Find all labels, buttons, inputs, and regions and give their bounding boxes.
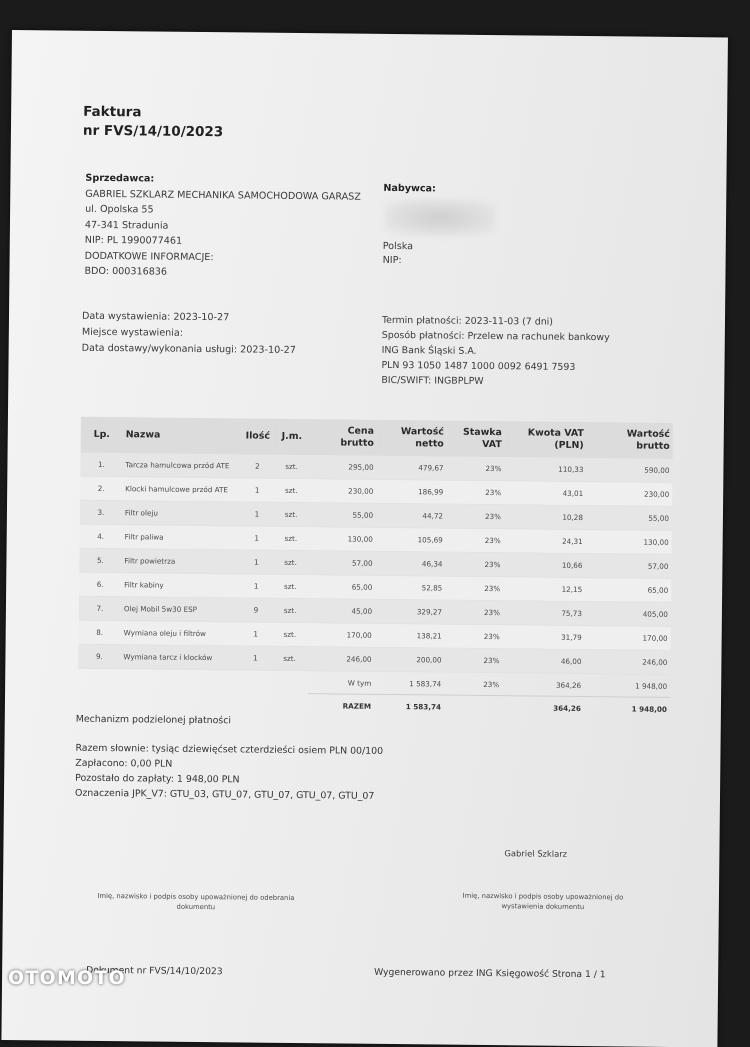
row-net: 329,27 xyxy=(375,599,445,624)
issue-place: Miejsce wystawienia: xyxy=(81,326,184,339)
row-gross: 246,00 xyxy=(584,650,670,675)
row-price: 57,00 xyxy=(309,551,375,576)
row-rate: 23% xyxy=(444,648,502,673)
invoice-title-block xyxy=(83,103,224,142)
row-name: Filtr kabiny xyxy=(121,573,241,598)
row-unit: szt. xyxy=(271,550,309,574)
delivery-date: Data dostawy/wykonania usługi: 2023-10-27 xyxy=(81,342,296,356)
footer-generated-by: Wygenerowano przez ING Księgowość Strona 1 / 1 xyxy=(374,966,606,981)
row-qty: 1 xyxy=(240,646,271,670)
row-unit: szt. xyxy=(271,622,309,646)
row-lp: 8. xyxy=(79,620,121,644)
col-gross: Wartość brutto xyxy=(587,422,673,459)
row-lp: 7. xyxy=(79,596,121,620)
row-gross: 55,00 xyxy=(586,506,672,531)
row-gross: 590,00 xyxy=(586,458,672,482)
row-price: 55,00 xyxy=(310,503,376,528)
row-rate: 23% xyxy=(446,457,504,481)
row-qty: 2 xyxy=(242,454,273,478)
row-vat: 31,79 xyxy=(503,625,585,650)
row-rate: 23% xyxy=(446,504,504,529)
subtotal-label: W tym xyxy=(347,678,372,688)
invoice-paper xyxy=(1,30,728,1047)
buyer-redacted-area xyxy=(385,199,495,236)
invoice-number: nr FVS/14/10/2023 xyxy=(82,122,224,141)
seller-heading: Sprzedawca: xyxy=(85,172,155,185)
row-gross: 230,00 xyxy=(586,482,672,507)
col-price: Cena brutto xyxy=(311,419,377,456)
row-price: 65,00 xyxy=(309,575,375,600)
col-vat: Kwota VAT (PLN) xyxy=(505,421,587,458)
subtotal-vat: 364,26 xyxy=(555,680,582,690)
bank-name: ING Bank Śląski S.A. xyxy=(381,344,477,357)
row-lp: 4. xyxy=(80,524,122,548)
summary-block xyxy=(75,741,383,804)
row-qty: 1 xyxy=(241,550,272,574)
payment-term: Termin płatności: 2023-11-03 (7 dni) xyxy=(381,314,553,328)
seller-bdo: BDO: 000316836 xyxy=(84,265,168,278)
row-rate: 23% xyxy=(445,552,503,577)
row-rate: 23% xyxy=(445,576,503,601)
row-name: Tarcza hamulcowa przód ATE xyxy=(122,453,242,478)
row-name: Filtr powietrza xyxy=(121,549,241,574)
row-name: Wymiana tarcz i klocków xyxy=(120,645,240,670)
row-qty: 9 xyxy=(241,598,272,622)
total-vat: 364,26 xyxy=(502,696,584,719)
jpk-codes: Oznaczenia JPK_V7: GTU_03, GTU_07, GTU_07, GTU_07, GTU_07 xyxy=(74,787,375,802)
row-net: 46,34 xyxy=(375,551,445,576)
row-gross: 170,00 xyxy=(585,626,671,651)
receiver-signature-caption: Imię, nazwisko i podpis osoby upoważnionej do odebrania dokumentu xyxy=(97,891,295,912)
row-rate: 23% xyxy=(445,624,503,649)
items-table xyxy=(78,417,673,720)
total-net: 1 583,74 xyxy=(374,694,444,717)
row-net: 479,67 xyxy=(376,456,446,480)
row-name: Filtr paliwa xyxy=(122,525,242,550)
col-name: Nazwa xyxy=(123,417,243,454)
issue-date: Data wystawienia: 2023-10-27 xyxy=(81,310,230,324)
row-qty: 1 xyxy=(240,622,271,646)
row-net: 52,85 xyxy=(375,575,445,600)
row-name: Olej Mobil 5w30 ESP xyxy=(121,597,241,622)
row-lp: 3. xyxy=(80,500,122,524)
row-gross: 405,00 xyxy=(585,602,671,627)
row-net: 186,99 xyxy=(376,479,446,504)
row-net: 44,72 xyxy=(376,503,446,528)
row-price: 170,00 xyxy=(309,623,375,648)
buyer-nip: NIP: xyxy=(382,254,402,267)
row-price: 130,00 xyxy=(310,527,376,552)
row-unit: szt. xyxy=(272,478,310,502)
row-qty: 1 xyxy=(242,478,273,502)
row-qty: 1 xyxy=(241,526,272,550)
row-net: 105,69 xyxy=(376,527,446,552)
bank-account: PLN 93 1050 1487 1000 0092 6491 7593 xyxy=(381,359,576,373)
buyer-block xyxy=(383,240,414,268)
row-lp: 6. xyxy=(79,572,121,596)
col-net: Wartość netto xyxy=(377,420,447,457)
row-lp: 5. xyxy=(79,548,121,572)
row-vat: 24,31 xyxy=(504,529,586,554)
row-vat: 12,15 xyxy=(503,577,585,602)
seller-name: GABRIEL SZKLARZ MECHANIKA SAMOCHODOWA GARASZ xyxy=(85,188,361,203)
row-vat: 46,00 xyxy=(502,649,584,674)
subtotal-gross: 1 948,00 xyxy=(635,681,668,691)
row-net: 200,00 xyxy=(374,647,444,672)
col-rate: Stawka VAT xyxy=(447,421,505,458)
row-name: Klocki hamulcowe przód ATE xyxy=(122,477,242,502)
total-label: RAZEM xyxy=(308,694,374,717)
footer-document-number: Dokument nr FVS/14/10/2023 xyxy=(86,964,223,978)
total-gross: 1 948,00 xyxy=(584,697,670,720)
row-price: 246,00 xyxy=(308,647,374,672)
row-unit: szt. xyxy=(272,526,310,550)
bank-swift: BIC/SWIFT: INGBPLPW xyxy=(381,374,484,387)
row-price: 45,00 xyxy=(309,599,375,624)
amount-paid: Zapłacono: 0,00 PLN xyxy=(75,757,173,770)
row-unit: szt. xyxy=(272,455,310,479)
row-name: Filtr oleju xyxy=(122,501,242,526)
row-unit: szt. xyxy=(271,574,309,598)
col-unit: J.m. xyxy=(273,419,311,455)
row-unit: szt. xyxy=(272,502,310,526)
row-qty: 1 xyxy=(241,574,272,598)
seller-city: 47-341 Stradunia xyxy=(84,219,169,232)
watermark-logo: OTOMOTO xyxy=(8,967,126,989)
amount-in-words: Razem słownie: tysiąc dziewięćset czterdzieści osiem PLN 00/100 xyxy=(75,742,384,757)
subtotal-net: 1 583,74 xyxy=(409,678,442,689)
row-name: Wymiana oleju i filtrów xyxy=(121,621,241,646)
subtotal-rate: 23% xyxy=(483,679,500,689)
row-unit: szt. xyxy=(270,646,308,670)
row-gross: 130,00 xyxy=(586,530,672,555)
row-vat: 43,01 xyxy=(504,481,586,506)
row-vat: 10,66 xyxy=(503,553,585,578)
row-lp: 1. xyxy=(80,453,122,477)
row-rate: 23% xyxy=(446,480,504,505)
row-gross: 65,00 xyxy=(585,578,671,603)
buyer-heading: Nabywca: xyxy=(383,182,436,195)
seller-street: ul. Opolska 55 xyxy=(85,203,154,216)
amount-remaining: Pozostało do zapłaty: 1 948,00 PLN xyxy=(75,772,240,786)
row-price: 295,00 xyxy=(310,455,376,479)
seller-block xyxy=(84,171,361,282)
dates-block xyxy=(82,309,297,359)
row-vat: 10,28 xyxy=(504,505,586,530)
row-vat: 75,73 xyxy=(503,601,585,626)
seller-extra-info: DODATKOWE INFORMACJE: xyxy=(84,250,214,263)
row-gross: 57,00 xyxy=(585,554,671,579)
table-header-row xyxy=(81,417,673,459)
row-lp: 2. xyxy=(80,476,122,500)
payment-method: Sposób płatności: Przelew na rachunek bankowy xyxy=(381,329,610,344)
row-rate: 23% xyxy=(445,600,503,625)
seller-nip: NIP: PL 1990077461 xyxy=(84,234,183,247)
row-rate: 23% xyxy=(446,528,504,553)
issuer-signature-caption: Imię, nazwisko i podpis osoby upoważnionej do wystawienia dokumentu xyxy=(462,891,624,912)
split-payment-note: Mechanizm podzielonej płatności xyxy=(75,713,232,727)
col-qty: Ilość xyxy=(242,418,273,454)
row-qty: 1 xyxy=(242,502,273,526)
buyer-country: Polska xyxy=(382,240,414,253)
invoice-title: Faktura xyxy=(83,103,142,121)
issuer-name: Gabriel Szklarz xyxy=(504,848,568,859)
row-lp: 9. xyxy=(78,644,120,668)
row-price: 230,00 xyxy=(310,479,376,504)
row-vat: 110,33 xyxy=(504,457,586,481)
payment-block xyxy=(381,313,610,390)
row-net: 138,21 xyxy=(375,623,445,648)
row-unit: szt. xyxy=(271,598,309,622)
col-lp: Lp. xyxy=(81,417,123,453)
